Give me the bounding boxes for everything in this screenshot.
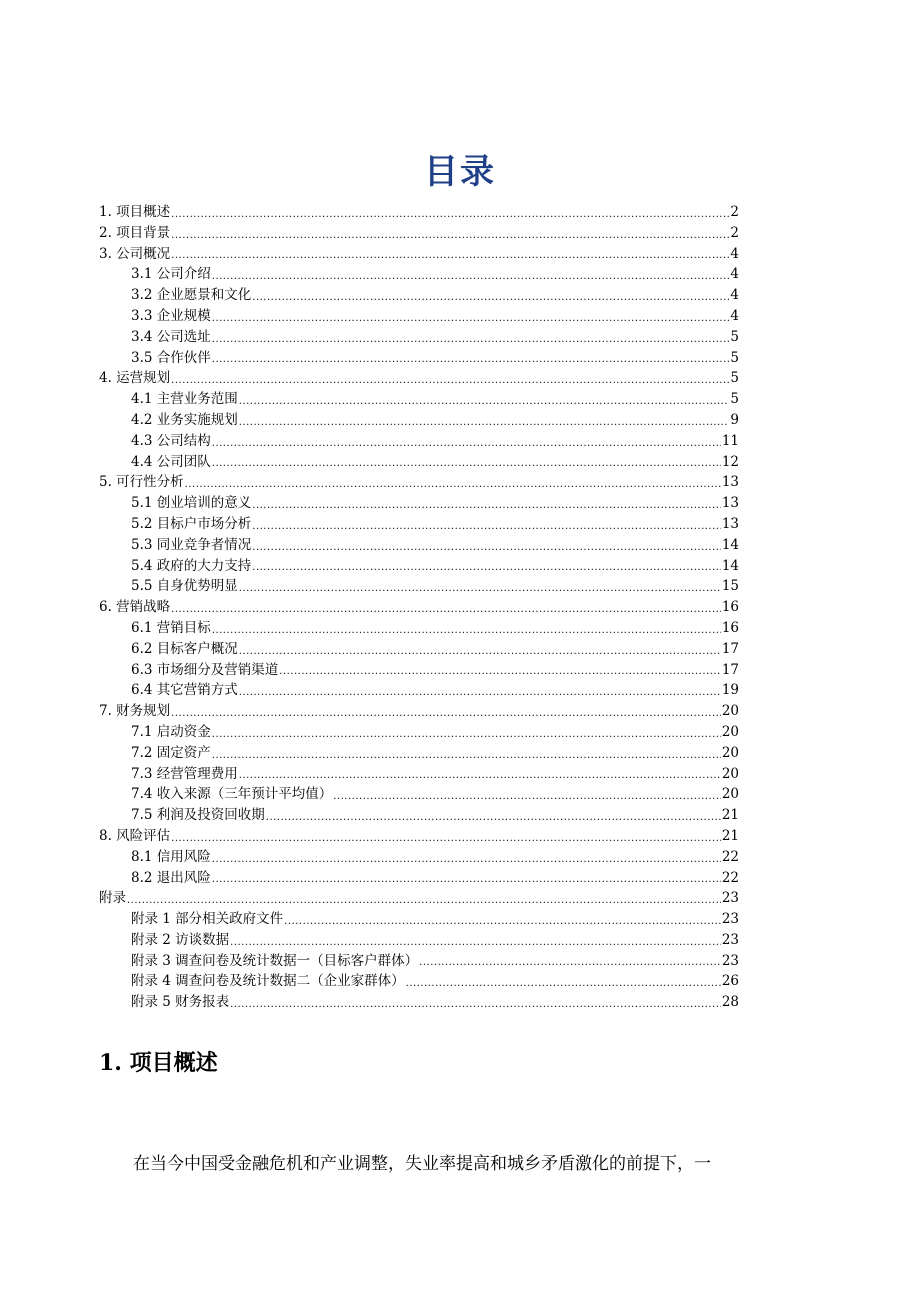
toc-entry-page-number: 2 xyxy=(730,204,739,220)
toc-entry-label: 3.2 企业愿景和文化 xyxy=(131,287,252,304)
toc-entry-page-number: 9 xyxy=(730,411,739,428)
toc-entry-label: 附录 4 调查问卷及统计数据二（企业家群体） xyxy=(131,973,405,990)
toc-entry-page-number: 28 xyxy=(721,994,739,1011)
toc-dot-leader xyxy=(239,576,721,597)
toc-entry-page-number: 22 xyxy=(721,869,739,886)
toc-entry-page-number: 4 xyxy=(730,307,739,324)
toc-entry[interactable] xyxy=(99,971,739,992)
toc-dot-leader xyxy=(279,660,721,681)
toc-entry-page-number: 20 xyxy=(721,786,739,803)
toc-dot-leader xyxy=(419,951,721,972)
toc-entry[interactable] xyxy=(99,680,739,701)
toc-entry[interactable] xyxy=(99,389,739,410)
toc-entry-page-number: 5 xyxy=(730,370,739,387)
toc-entry-page-number: 16 xyxy=(721,619,739,636)
toc-entry-label: 8. 风险评估 xyxy=(99,827,171,844)
toc-dot-leader xyxy=(185,472,721,493)
toc-entry-label: 5.5 自身优势明显 xyxy=(131,578,238,595)
toc-entry-page-number: 12 xyxy=(721,453,739,470)
toc-entry-page-number: 20 xyxy=(721,765,739,782)
toc-dot-leader xyxy=(171,368,729,389)
toc-dot-leader xyxy=(239,764,721,785)
toc-dot-leader xyxy=(406,971,721,992)
toc-entry-label: 4. 运营规划 xyxy=(99,370,171,387)
toc-entry[interactable] xyxy=(99,410,739,431)
toc-entry[interactable] xyxy=(99,951,739,972)
toc-entry[interactable] xyxy=(99,576,739,597)
toc-entry-label: 4.3 公司结构 xyxy=(131,432,211,449)
toc-dot-leader xyxy=(212,327,730,348)
toc-entry[interactable] xyxy=(99,368,739,389)
section-heading: 1. 项目概述 xyxy=(99,1050,218,1076)
toc-entry-label: 5.4 政府的大力支持 xyxy=(131,557,252,574)
toc-dot-leader xyxy=(212,868,721,889)
toc-entry-label: 4.2 业务实施规划 xyxy=(131,411,238,428)
toc-entry-page-number: 16 xyxy=(721,599,739,616)
toc-entry-page-number: 5 xyxy=(730,328,739,345)
toc-entry[interactable] xyxy=(99,743,739,764)
toc-entry-label: 3.1 公司介绍 xyxy=(131,266,211,283)
toc-entry-label: 8.2 退出风险 xyxy=(131,869,211,886)
toc-entry[interactable] xyxy=(99,285,739,306)
table-of-contents xyxy=(99,202,739,1013)
toc-dot-leader xyxy=(171,223,729,244)
toc-dot-leader xyxy=(239,639,721,660)
toc-dot-leader xyxy=(212,452,721,473)
toc-entry[interactable] xyxy=(99,493,739,514)
toc-entry[interactable] xyxy=(99,805,739,826)
toc-entry-page-number: 20 xyxy=(721,744,739,761)
toc-entry-label: 5.1 创业培训的意义 xyxy=(131,495,252,512)
toc-entry[interactable] xyxy=(99,784,739,805)
toc-entry-label: 附录 5 财务报表 xyxy=(131,994,230,1011)
toc-entry-label: 附录 3 调查问卷及统计数据一（目标客户群体） xyxy=(131,952,419,969)
toc-entry-label: 5. 可行性分析 xyxy=(99,474,184,491)
toc-entry-page-number: 15 xyxy=(721,578,739,595)
toc-entry[interactable] xyxy=(99,826,739,847)
toc-dot-leader xyxy=(239,410,730,431)
toc-entry[interactable] xyxy=(99,722,739,743)
toc-entry[interactable] xyxy=(99,306,739,327)
toc-dot-leader xyxy=(171,202,729,223)
toc-entry[interactable] xyxy=(99,452,739,473)
toc-dot-leader xyxy=(239,680,721,701)
toc-dot-leader xyxy=(284,909,721,930)
toc-entry-label: 7.5 利润及投资回收期 xyxy=(131,807,265,824)
toc-entry-page-number: 13 xyxy=(721,515,739,532)
toc-entry-label: 6.2 目标客户概况 xyxy=(131,640,238,657)
toc-entry-label: 3.5 合作伙伴 xyxy=(131,349,211,366)
toc-dot-leader xyxy=(171,597,721,618)
toc-dot-leader xyxy=(333,784,721,805)
toc-dot-leader xyxy=(266,805,721,826)
toc-entry-label: 4.1 主营业务范围 xyxy=(131,391,238,408)
toc-dot-leader xyxy=(212,847,721,868)
toc-entry[interactable] xyxy=(99,701,739,722)
toc-entry-label: 6.4 其它营销方式 xyxy=(131,682,238,699)
toc-entry[interactable] xyxy=(99,264,739,285)
toc-title: 目录 xyxy=(424,152,496,192)
toc-entry-label: 附录 1 部分相关政府文件 xyxy=(131,911,284,928)
toc-dot-leader xyxy=(230,930,721,951)
toc-entry-label: 7.1 启动资金 xyxy=(131,723,211,740)
toc-entry[interactable] xyxy=(99,431,739,452)
toc-entry-page-number: 21 xyxy=(721,807,739,824)
toc-entry-label: 附录 xyxy=(99,890,126,907)
toc-dot-leader xyxy=(171,244,729,265)
toc-entry-label: 1. 项目概述 xyxy=(99,204,171,220)
toc-dot-leader xyxy=(127,888,721,909)
toc-entry[interactable] xyxy=(99,909,739,930)
toc-entry[interactable] xyxy=(99,327,739,348)
toc-entry-page-number: 20 xyxy=(721,723,739,740)
toc-entry-label: 5.3 同业竞争者情况 xyxy=(131,536,252,553)
toc-entry-page-number: 5 xyxy=(730,391,739,408)
toc-entry[interactable] xyxy=(99,764,739,785)
toc-dot-leader xyxy=(212,618,721,639)
toc-entry-page-number: 19 xyxy=(721,682,739,699)
toc-entry[interactable] xyxy=(99,992,739,1013)
toc-entry-page-number: 23 xyxy=(721,890,739,907)
toc-entry-page-number: 14 xyxy=(721,557,739,574)
toc-entry-page-number: 11 xyxy=(721,432,739,449)
toc-dot-leader xyxy=(252,514,721,535)
toc-entry-page-number: 23 xyxy=(721,911,739,928)
toc-dot-leader xyxy=(252,493,721,514)
toc-entry-label: 附录 2 访谈数据 xyxy=(131,931,230,948)
toc-entry[interactable] xyxy=(99,348,739,369)
toc-dot-leader xyxy=(212,743,721,764)
toc-entry-label: 3.4 公司选址 xyxy=(131,328,211,345)
toc-entry-page-number: 5 xyxy=(730,349,739,366)
toc-entry-label: 6.3 市场细分及营销渠道 xyxy=(131,661,279,678)
toc-dot-leader xyxy=(212,722,721,743)
toc-entry[interactable] xyxy=(99,202,739,223)
toc-entry-page-number: 13 xyxy=(721,495,739,512)
toc-entry-page-number: 2 xyxy=(730,224,739,241)
toc-dot-leader xyxy=(171,701,721,722)
toc-dot-leader xyxy=(212,348,730,369)
body-paragraph: 在当今中国受金融危机和产业调整，失业率提高和城乡矛盾激化的前提下，一 xyxy=(133,1154,711,1174)
toc-entry-label: 6. 营销战略 xyxy=(99,599,171,616)
toc-entry-label: 3.3 企业规模 xyxy=(131,307,211,324)
toc-entry[interactable] xyxy=(99,639,739,660)
toc-entry-label: 7.2 固定资产 xyxy=(131,744,211,761)
toc-dot-leader xyxy=(212,264,730,285)
toc-entry-page-number: 23 xyxy=(721,931,739,948)
toc-entry-page-number: 26 xyxy=(721,973,739,990)
toc-entry-label: 2. 项目背景 xyxy=(99,224,171,241)
toc-entry[interactable] xyxy=(99,244,739,265)
toc-entry-page-number: 23 xyxy=(721,952,739,969)
toc-dot-leader xyxy=(171,826,721,847)
toc-entry-page-number: 4 xyxy=(730,266,739,283)
toc-entry[interactable] xyxy=(99,847,739,868)
toc-entry-page-number: 17 xyxy=(721,661,739,678)
toc-dot-leader xyxy=(212,306,730,327)
toc-dot-leader xyxy=(252,556,721,577)
toc-entry[interactable] xyxy=(99,535,739,556)
toc-dot-leader xyxy=(239,389,730,410)
toc-dot-leader xyxy=(252,535,721,556)
toc-entry[interactable] xyxy=(99,660,739,681)
toc-entry-page-number: 14 xyxy=(721,536,739,553)
toc-entry[interactable] xyxy=(99,556,739,577)
toc-dot-leader xyxy=(252,285,729,306)
toc-entry[interactable] xyxy=(99,597,739,618)
toc-entry-label: 3. 公司概况 xyxy=(99,245,171,262)
toc-entry-label: 5.2 目标户市场分析 xyxy=(131,515,252,532)
toc-entry-page-number: 4 xyxy=(730,287,739,304)
toc-entry-page-number: 4 xyxy=(730,245,739,262)
toc-entry-page-number: 17 xyxy=(721,640,739,657)
toc-entry-page-number: 13 xyxy=(721,474,739,491)
toc-entry-page-number: 21 xyxy=(721,827,739,844)
toc-entry-label: 4.4 公司团队 xyxy=(131,453,211,470)
toc-entry[interactable] xyxy=(99,223,739,244)
toc-entry[interactable] xyxy=(99,618,739,639)
toc-entry[interactable] xyxy=(99,514,739,535)
toc-dot-leader xyxy=(212,431,721,452)
toc-entry-page-number: 22 xyxy=(721,848,739,865)
toc-entry[interactable] xyxy=(99,868,739,889)
toc-dot-leader xyxy=(230,992,721,1013)
toc-entry-label: 7. 财务规划 xyxy=(99,703,171,720)
toc-entry[interactable] xyxy=(99,930,739,951)
toc-entry[interactable] xyxy=(99,472,739,493)
toc-entry-label: 7.4 收入来源（三年预计平均值） xyxy=(131,786,333,803)
toc-entry-label: 7.3 经营管理费用 xyxy=(131,765,238,782)
toc-entry-label: 6.1 营销目标 xyxy=(131,619,211,636)
toc-entry[interactable] xyxy=(99,888,739,909)
toc-entry-page-number: 20 xyxy=(721,703,739,720)
toc-entry-label: 8.1 信用风险 xyxy=(131,848,211,865)
